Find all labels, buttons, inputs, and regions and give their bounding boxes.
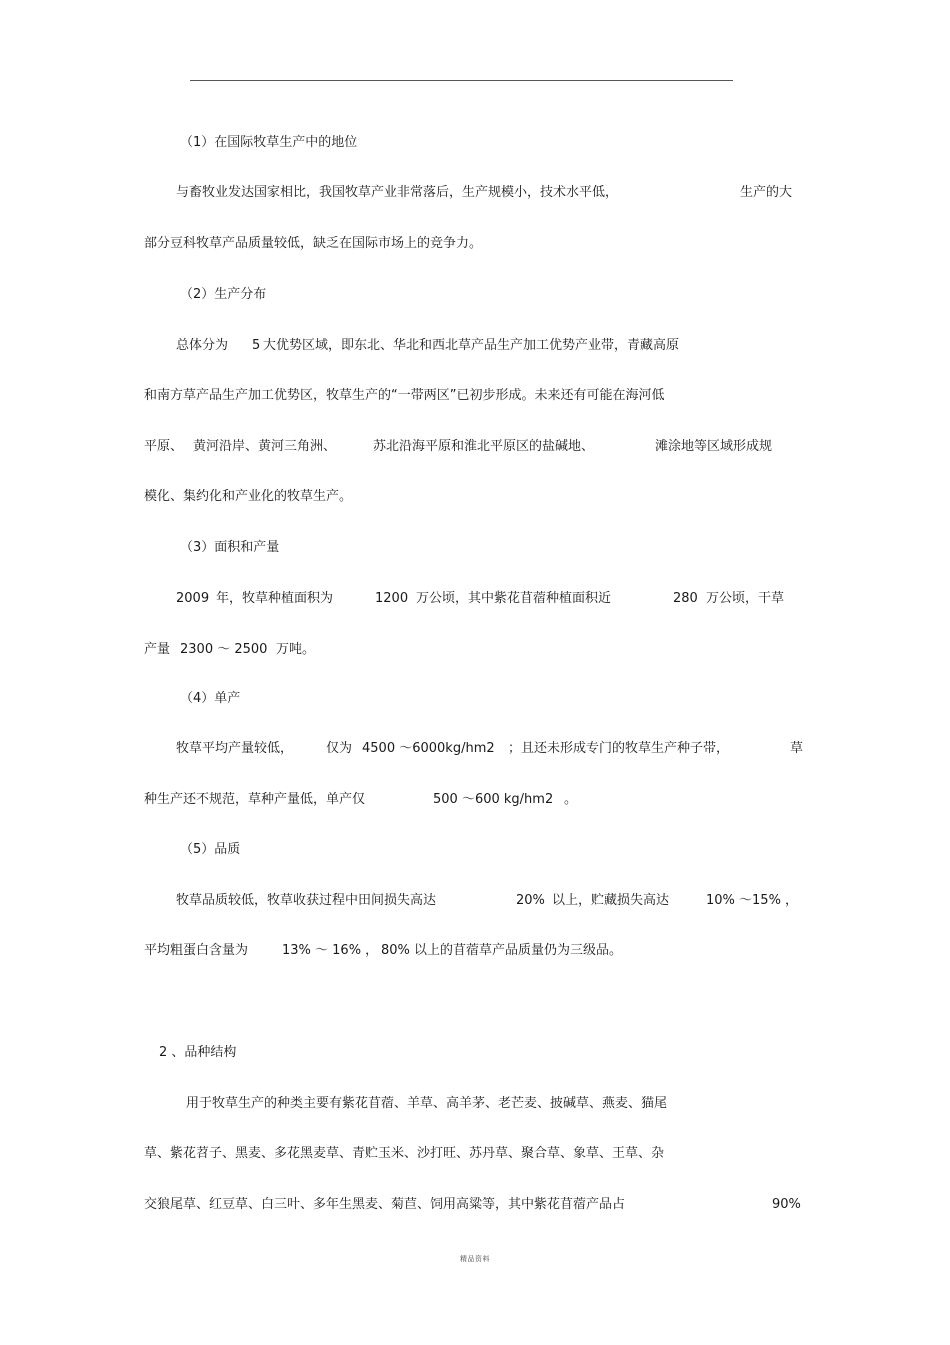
text-segment: 以上的苜蓿草产品质量仍为三级品。	[414, 943, 623, 958]
text-segment: 20%	[516, 893, 545, 908]
text-segment: 生产的大	[740, 185, 793, 200]
page-footer: 精品资料	[460, 1255, 490, 1263]
text-segment: 2300 ～ 2500	[180, 642, 268, 657]
text-segment: 苏北沿海平原和淮北平原区的盐碱地、	[373, 439, 595, 454]
text-segment: 草、紫花苕子、黑麦、多花黑麦草、青贮玉米、沙打旺、苏丹草、聚合草、象草、王草、杂	[144, 1146, 665, 1161]
text-segment: 13% ～ 16% ，	[282, 943, 379, 958]
text-segment: 滩涂地等区域形成规	[655, 439, 773, 454]
text-segment: 280	[673, 591, 698, 606]
text-segment: 模化、集约化和产业化的牧草生产。	[144, 489, 353, 504]
text-segment: 产量	[144, 642, 171, 657]
text-segment: 。	[564, 792, 578, 807]
text-segment: 5	[252, 338, 261, 353]
text-segment: 牧草品质较低，牧草收获过程中田间损失高达	[176, 893, 437, 908]
section-heading: （4）单产	[180, 691, 241, 706]
text-segment: 与畜牧业发达国家相比，我国牧草产业非常落后，生产规模小，技术水平低，	[176, 185, 619, 200]
text-segment: 种生产还不规范，草种产量低，单产仅	[144, 792, 366, 807]
text-segment: 以上，贮藏损失高达	[552, 893, 670, 908]
text-segment: 部分豆科牧草产品质量较低，缺乏在国际市场上的竞争力。	[144, 236, 483, 251]
text-segment: 4500 ～6000kg/hm2	[362, 741, 495, 756]
section-heading: 2 、品种结构	[159, 1045, 237, 1060]
text-segment: 草	[790, 741, 804, 756]
text-segment: 80%	[381, 943, 410, 958]
text-segment: 万公顷，其中紫花苜蓿种植面积近	[416, 591, 612, 606]
text-segment: 牧草平均产量较低，	[176, 741, 294, 756]
text-segment: 2009	[176, 591, 210, 606]
text-segment: 交狼尾草、红豆草、白三叶、多年生黑麦、菊苣、饲用高粱等，其中紫花苜蓿产品占	[144, 1197, 626, 1212]
section-heading: （3）面积和产量	[180, 540, 280, 555]
text-segment: 年，牧草种植面积为	[216, 591, 334, 606]
section-heading: （1）在国际牧草生产中的地位	[180, 135, 358, 150]
text-segment: 总体分为	[176, 338, 229, 353]
text-segment: 万公顷，干草	[706, 591, 785, 606]
text-segment: 平均粗蛋白含量为	[144, 943, 249, 958]
text-segment: 仅为	[326, 741, 353, 756]
section-heading: （5）品质	[180, 842, 241, 857]
header-rule	[190, 80, 733, 81]
text-segment: 1200	[375, 591, 409, 606]
section-heading: （2）生产分布	[180, 287, 267, 302]
text-segment: 黄河沿岸、黄河三角洲、	[193, 439, 337, 454]
text-segment: ；且还未形成专门的牧草生产种子带，	[508, 741, 730, 756]
text-segment: 500 ～600 kg/hm2	[433, 792, 554, 807]
text-segment: 平原、	[144, 439, 184, 454]
text-segment: 90%	[772, 1197, 801, 1212]
text-segment: 大优势区域，即东北、华北和西北草产品生产加工优势产业带，青藏高原	[263, 338, 680, 353]
text-segment: 万吨。	[276, 642, 316, 657]
text-segment: 10% ～15% ，	[706, 893, 799, 908]
text-segment: 和南方草产品生产加工优势区，牧草生产的“一带两区”已初步形成。未来还有可能在海河低	[144, 388, 665, 403]
text-segment: 用于牧草生产的种类主要有紫花苜蓿、羊草、高羊茅、老芒麦、披碱草、燕麦、猫尾	[186, 1096, 668, 1111]
